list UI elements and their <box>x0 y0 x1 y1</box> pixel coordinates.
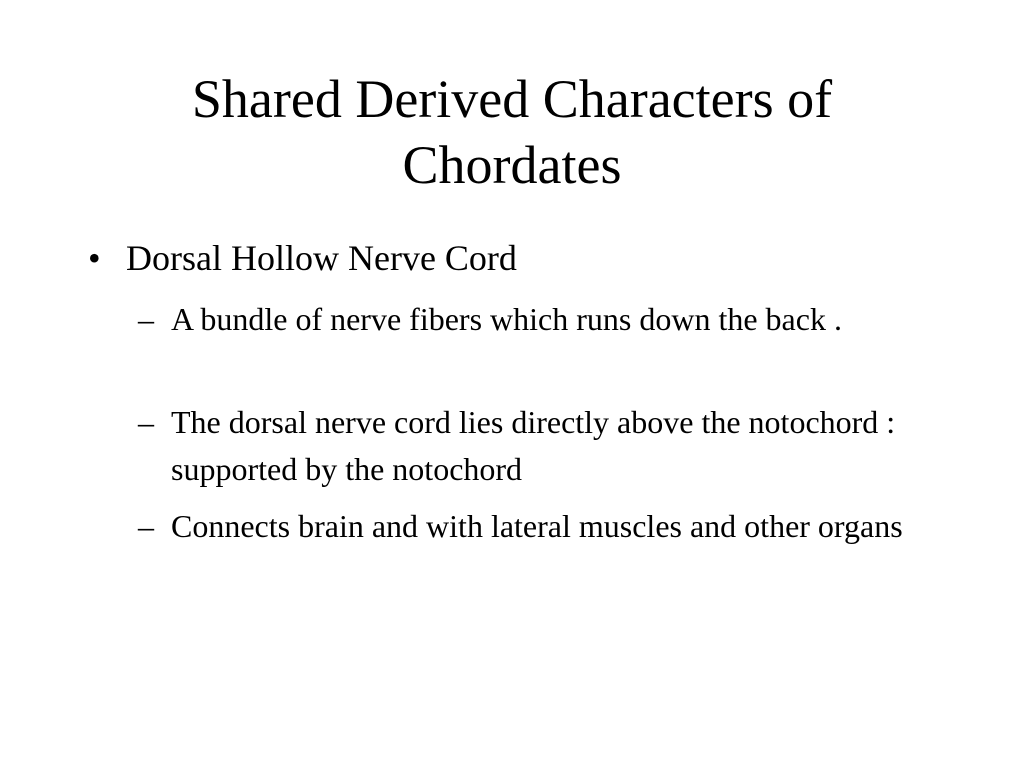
sub-bullet-text: A bundle of nerve fibers which runs down the back . <box>171 301 842 337</box>
bullet-marker: • <box>88 238 101 278</box>
sub-bullet-marker: – <box>138 508 154 544</box>
bullet-text: Dorsal Hollow Nerve Cord <box>126 238 517 278</box>
sub-bullet-marker: – <box>138 301 154 337</box>
sub-bullet-item <box>138 503 928 550</box>
sub-bullet-text: The dorsal nerve cord lies directly above the notochord : supported by the notochord <box>171 404 896 487</box>
sub-bullet-marker: – <box>138 404 154 440</box>
sub-bullet-text: Connects brain and with lateral muscles and other organs <box>171 508 903 544</box>
slide-title: Shared Derived Characters of Chordates <box>191 69 833 195</box>
bullet-item <box>88 234 517 282</box>
sub-bullet-item <box>138 399 928 493</box>
sub-bullet-item <box>138 296 928 343</box>
